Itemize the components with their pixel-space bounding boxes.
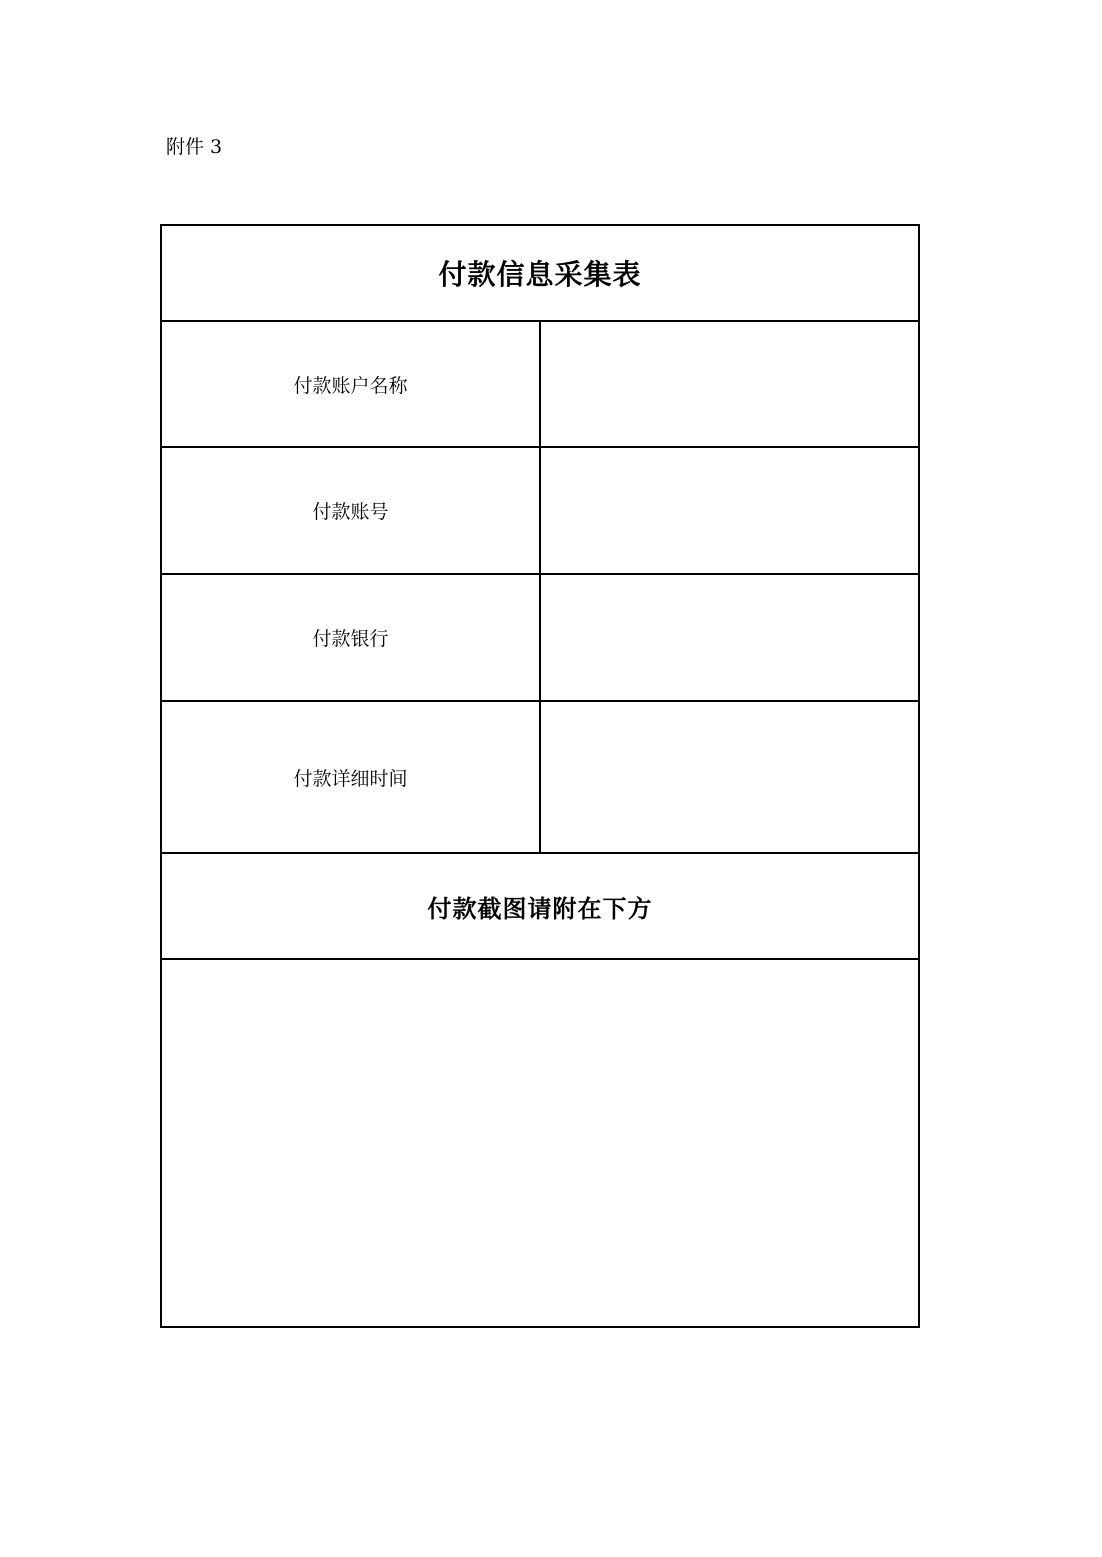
screenshot-section-title: 付款截图请附在下方 (161, 853, 919, 959)
field-label-bank: 付款银行 (161, 574, 540, 701)
field-row-payment-time (161, 701, 919, 853)
form-title-row (161, 225, 919, 321)
field-label-account-name: 付款账户名称 (161, 321, 540, 447)
field-label-account-number: 付款账号 (161, 447, 540, 574)
payment-info-form (160, 224, 920, 1328)
field-row-account-name (161, 321, 919, 447)
field-row-bank (161, 574, 919, 701)
screenshot-section-title-row (161, 853, 919, 959)
attachment-label: 附件 3 (166, 136, 223, 158)
field-value-account-name[interactable] (540, 321, 919, 447)
screenshot-attach-row (161, 959, 919, 1327)
field-value-account-number[interactable] (540, 447, 919, 574)
field-label-payment-time: 付款详细时间 (161, 701, 540, 853)
screenshot-attach-area[interactable] (161, 959, 919, 1327)
field-value-payment-time[interactable] (540, 701, 919, 853)
field-value-bank[interactable] (540, 574, 919, 701)
form-title: 付款信息采集表 (161, 225, 919, 321)
field-row-account-number (161, 447, 919, 574)
